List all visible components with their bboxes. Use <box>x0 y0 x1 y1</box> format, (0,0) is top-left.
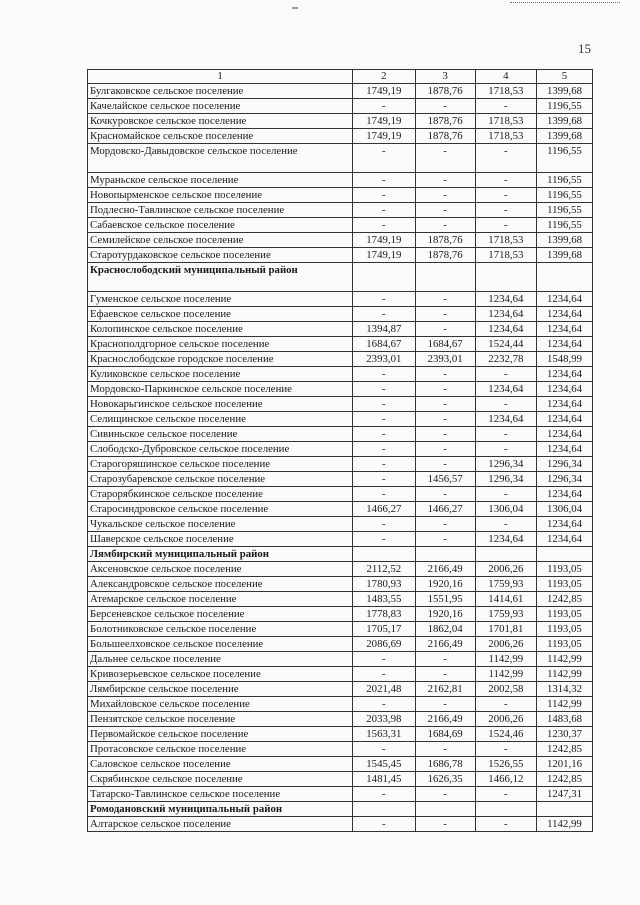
tariff-value-col-2: - <box>353 188 415 203</box>
tariff-value-col-3: 2166,49 <box>415 562 475 577</box>
tariff-value-col-5: 1196,55 <box>536 173 592 188</box>
settlement-name: Сивиньское сельское поселение <box>88 427 353 442</box>
tariff-value-col-3: - <box>415 367 475 382</box>
tariff-value-col-4: - <box>475 99 536 114</box>
settlement-name: Краснослободское городское поселение <box>88 352 353 367</box>
tariff-value-col-5: 1399,68 <box>536 129 592 144</box>
district-heading-row <box>88 263 593 292</box>
table-row <box>88 757 593 772</box>
settlement-name: Куликовское сельское поселение <box>88 367 353 382</box>
settlement-name: Кривозерьевское сельское поселение <box>88 667 353 682</box>
tariff-value-col-2: - <box>353 517 415 532</box>
tariff-value-col-4: 1234,64 <box>475 532 536 547</box>
tariff-value-col-5: 1314,32 <box>536 682 592 697</box>
tariff-value-col-3: - <box>415 457 475 472</box>
tariff-value-col-5: 1193,05 <box>536 622 592 637</box>
tariff-value-col-5: 1399,68 <box>536 84 592 99</box>
table-row <box>88 412 593 427</box>
tariff-value-col-4: - <box>475 218 536 233</box>
settlement-name: Болотниковское сельское поселение <box>88 622 353 637</box>
tariff-value-col-3: 1684,67 <box>415 337 475 352</box>
table-row <box>88 502 593 517</box>
tariff-value-col-4: 1718,53 <box>475 129 536 144</box>
table-row <box>88 129 593 144</box>
tariff-value-col-3: 1626,35 <box>415 772 475 787</box>
tariff-value-col-2: - <box>353 382 415 397</box>
tariff-value-col-3: 1920,16 <box>415 607 475 622</box>
tariff-value-col-2: - <box>353 173 415 188</box>
settlement-name: Аксеновское сельское поселение <box>88 562 353 577</box>
settlement-name: Алтарское сельское поселение <box>88 817 353 832</box>
district-name: Лямбирский муниципальный район <box>88 547 353 562</box>
settlement-name: Большеелховское сельское поселение <box>88 637 353 652</box>
settlement-name: Слободско-Дубровское сельское поселение <box>88 442 353 457</box>
tariff-value-col-3: - <box>415 292 475 307</box>
tariff-value-col-5: 1234,64 <box>536 397 592 412</box>
tariff-value-col-4: - <box>475 487 536 502</box>
tariff-value-col-4: 1526,55 <box>475 757 536 772</box>
table-row <box>88 622 593 637</box>
tariff-value-col-2: - <box>353 472 415 487</box>
tariff-value-col-3: - <box>415 218 475 233</box>
table-row <box>88 772 593 787</box>
empty-cell <box>415 547 475 562</box>
table-row <box>88 248 593 263</box>
tariff-value-col-2: 2112,52 <box>353 562 415 577</box>
tariff-value-col-2: 1394,87 <box>353 322 415 337</box>
tariff-value-col-2: 1684,67 <box>353 337 415 352</box>
table-row <box>88 697 593 712</box>
tariff-value-col-5: 1483,68 <box>536 712 592 727</box>
tariff-value-col-2: 2393,01 <box>353 352 415 367</box>
tariff-value-col-5: 1296,34 <box>536 457 592 472</box>
tariff-value-col-4: 2002,58 <box>475 682 536 697</box>
tariff-value-col-4: 1718,53 <box>475 114 536 129</box>
tariff-value-col-4: - <box>475 787 536 802</box>
tariff-value-col-2: 1749,19 <box>353 233 415 248</box>
tariff-value-col-2: - <box>353 742 415 757</box>
tariff-value-col-3: - <box>415 322 475 337</box>
table-row <box>88 472 593 487</box>
table-row <box>88 457 593 472</box>
table-row <box>88 188 593 203</box>
tariff-value-col-4: 1466,12 <box>475 772 536 787</box>
tariff-value-col-2: 2086,69 <box>353 637 415 652</box>
settlement-name: Качелайское сельское поселение <box>88 99 353 114</box>
empty-cell <box>415 263 475 292</box>
tariff-value-col-5: 1193,05 <box>536 607 592 622</box>
settlement-name: Дальнее сельское поселение <box>88 652 353 667</box>
settlement-name: Краснополдгорное сельское поселение <box>88 337 353 352</box>
settlement-name: Кочкуровское сельское поселение <box>88 114 353 129</box>
tariff-value-col-2: - <box>353 99 415 114</box>
tariff-value-col-2: 1749,19 <box>353 248 415 263</box>
tariff-value-col-5: 1234,64 <box>536 292 592 307</box>
tariff-value-col-2: 1778,83 <box>353 607 415 622</box>
tariff-value-col-2: 1749,19 <box>353 114 415 129</box>
tariff-value-col-4: 1524,44 <box>475 337 536 352</box>
table-row <box>88 637 593 652</box>
settlement-name: Атемарское сельское поселение <box>88 592 353 607</box>
tariff-value-col-4: 1759,93 <box>475 607 536 622</box>
settlement-name: Семилейское сельское поселение <box>88 233 353 248</box>
empty-cell <box>475 263 536 292</box>
table-row <box>88 652 593 667</box>
tariff-value-col-4: 1234,64 <box>475 292 536 307</box>
tariff-value-col-5: 1247,31 <box>536 787 592 802</box>
tariff-value-col-4: - <box>475 427 536 442</box>
tariff-value-col-4: 1234,64 <box>475 307 536 322</box>
settlement-name: Старорябкинское сельское поселение <box>88 487 353 502</box>
tariff-value-col-2: - <box>353 442 415 457</box>
table-row <box>88 592 593 607</box>
tariff-value-col-5: 1399,68 <box>536 233 592 248</box>
tariff-value-col-4: - <box>475 517 536 532</box>
table-row <box>88 84 593 99</box>
tariff-value-col-5: 1142,99 <box>536 697 592 712</box>
settlement-name: Шаверское сельское поселение <box>88 532 353 547</box>
tariff-value-col-3: - <box>415 144 475 173</box>
tariff-value-col-2: - <box>353 532 415 547</box>
tariff-value-col-2: - <box>353 367 415 382</box>
column-header: 4 <box>475 70 536 84</box>
table-row <box>88 322 593 337</box>
tariff-value-col-3: 1466,27 <box>415 502 475 517</box>
tariff-value-col-4: 1524,46 <box>475 727 536 742</box>
tariff-value-col-5: 1201,16 <box>536 757 592 772</box>
settlement-name: Протасовское сельское поселение <box>88 742 353 757</box>
tariff-value-col-3: - <box>415 652 475 667</box>
tariff-value-col-2: 1481,45 <box>353 772 415 787</box>
tariff-value-col-3: 2166,49 <box>415 637 475 652</box>
tariff-value-col-5: 1242,85 <box>536 592 592 607</box>
tariff-value-col-5: 1196,55 <box>536 144 592 173</box>
tariff-value-col-4: - <box>475 173 536 188</box>
tariff-value-col-3: - <box>415 697 475 712</box>
table-row <box>88 562 593 577</box>
settlement-name: Сабаевское сельское поселение <box>88 218 353 233</box>
tariff-value-col-3: - <box>415 667 475 682</box>
tariff-value-col-5: 1230,37 <box>536 727 592 742</box>
scan-artifact <box>510 2 620 7</box>
table-row <box>88 307 593 322</box>
tariff-value-col-5: 1234,64 <box>536 442 592 457</box>
tariff-value-col-3: - <box>415 817 475 832</box>
tariff-value-col-5: 1234,64 <box>536 322 592 337</box>
table-row <box>88 218 593 233</box>
tariff-value-col-2: - <box>353 487 415 502</box>
table-header-row <box>88 70 593 84</box>
tariff-value-col-5: 1196,55 <box>536 188 592 203</box>
settlement-name: Колопинское сельское поселение <box>88 322 353 337</box>
tariff-value-col-3: - <box>415 382 475 397</box>
tariff-value-col-5: 1234,64 <box>536 337 592 352</box>
table-row <box>88 667 593 682</box>
tariff-value-col-3: 1684,69 <box>415 727 475 742</box>
tariff-value-col-3: 1878,76 <box>415 248 475 263</box>
tariff-value-col-2: 1466,27 <box>353 502 415 517</box>
table-row <box>88 787 593 802</box>
table-row <box>88 144 593 173</box>
tariff-value-col-4: 1718,53 <box>475 248 536 263</box>
tariff-value-col-4: 1142,99 <box>475 652 536 667</box>
tariff-value-col-3: - <box>415 99 475 114</box>
settlement-name: Михайловское сельское поселение <box>88 697 353 712</box>
table-row <box>88 517 593 532</box>
tariff-value-col-2: - <box>353 397 415 412</box>
tariff-value-col-2: - <box>353 652 415 667</box>
settlement-name: Пензятское сельское поселение <box>88 712 353 727</box>
table-row <box>88 577 593 592</box>
tariff-value-col-4: 2006,26 <box>475 562 536 577</box>
settlement-name: Александровское сельское поселение <box>88 577 353 592</box>
district-name: Ромодановский муниципальный район <box>88 802 353 817</box>
tariff-value-col-4: 1234,64 <box>475 382 536 397</box>
tariff-value-col-5: 1234,64 <box>536 427 592 442</box>
tariff-value-col-5: 1234,64 <box>536 412 592 427</box>
settlement-name: Чукальское сельское поселение <box>88 517 353 532</box>
scan-artifact <box>292 7 298 9</box>
tariff-value-col-3: - <box>415 307 475 322</box>
settlement-name: Первомайское сельское поселение <box>88 727 353 742</box>
tariff-value-col-5: 1306,04 <box>536 502 592 517</box>
tariff-value-col-3: 2166,49 <box>415 712 475 727</box>
tariff-value-col-5: 1234,64 <box>536 517 592 532</box>
tariff-value-col-5: 1142,99 <box>536 652 592 667</box>
settlement-name: Ефаевское сельское поселение <box>88 307 353 322</box>
settlement-name: Скрябинское сельское поселение <box>88 772 353 787</box>
tariff-value-col-4: - <box>475 817 536 832</box>
tariff-value-col-3: - <box>415 487 475 502</box>
table-row <box>88 607 593 622</box>
tariff-value-col-4: 2006,26 <box>475 637 536 652</box>
empty-cell <box>353 263 415 292</box>
tariff-value-col-2: - <box>353 817 415 832</box>
tariff-value-col-4: 1701,81 <box>475 622 536 637</box>
table-row <box>88 742 593 757</box>
tariff-value-col-5: 1234,64 <box>536 307 592 322</box>
tariff-value-col-2: 1563,31 <box>353 727 415 742</box>
tariff-value-col-3: 2393,01 <box>415 352 475 367</box>
settlement-name: Мордовско-Давыдовское сельское поселение <box>88 144 353 173</box>
tariff-value-col-4: 1718,53 <box>475 233 536 248</box>
tariff-value-col-4: 1759,93 <box>475 577 536 592</box>
tariff-value-col-4: 1142,99 <box>475 667 536 682</box>
settlement-name: Старотурдаковское сельское поселение <box>88 248 353 263</box>
tariff-value-col-3: 1878,76 <box>415 233 475 248</box>
tariff-value-col-3: 1686,78 <box>415 757 475 772</box>
tariff-value-col-3: - <box>415 397 475 412</box>
column-header: 5 <box>536 70 592 84</box>
tariff-value-col-5: 1234,64 <box>536 532 592 547</box>
tariff-value-col-5: 1142,99 <box>536 817 592 832</box>
empty-cell <box>353 547 415 562</box>
tariff-value-col-3: 1920,16 <box>415 577 475 592</box>
table-row <box>88 427 593 442</box>
settlement-name: Татарско-Тавлинское сельское поселение <box>88 787 353 802</box>
empty-cell <box>475 802 536 817</box>
empty-cell <box>536 547 592 562</box>
tariff-value-col-2: - <box>353 218 415 233</box>
tariff-value-col-5: 1196,55 <box>536 99 592 114</box>
tariff-value-col-4: - <box>475 442 536 457</box>
table-row <box>88 682 593 697</box>
settlement-name: Мураньское сельское поселение <box>88 173 353 188</box>
tariff-value-col-4: 1296,34 <box>475 472 536 487</box>
tariff-value-col-3: - <box>415 742 475 757</box>
tariff-value-col-5: 1142,99 <box>536 667 592 682</box>
tariff-value-col-2: 1545,45 <box>353 757 415 772</box>
tariff-value-col-3: - <box>415 427 475 442</box>
tariff-value-col-5: 1196,55 <box>536 203 592 218</box>
table-row <box>88 233 593 248</box>
tariff-value-col-5: 1399,68 <box>536 248 592 263</box>
district-heading-row <box>88 547 593 562</box>
tariff-value-col-5: 1399,68 <box>536 114 592 129</box>
tariff-value-col-3: 2162,81 <box>415 682 475 697</box>
settlement-name: Мордовско-Паркинское сельское поселение <box>88 382 353 397</box>
tariff-value-col-3: - <box>415 173 475 188</box>
settlement-name: Саловское сельское поселение <box>88 757 353 772</box>
settlement-name: Подлесно-Тавлинское сельское поселение <box>88 203 353 218</box>
tariff-value-col-4: - <box>475 144 536 173</box>
tariff-value-col-4: - <box>475 397 536 412</box>
table-row <box>88 817 593 832</box>
district-name: Краснослободский муниципальный район <box>88 263 353 292</box>
settlement-name: Старосиндровское сельское поселение <box>88 502 353 517</box>
table-row <box>88 712 593 727</box>
tariff-value-col-4: - <box>475 203 536 218</box>
tariff-value-col-2: - <box>353 292 415 307</box>
table-row <box>88 367 593 382</box>
table-row <box>88 397 593 412</box>
settlement-name: Гуменское сельское поселение <box>88 292 353 307</box>
table-row <box>88 442 593 457</box>
tariff-value-col-2: - <box>353 697 415 712</box>
tariff-value-col-2: 1705,17 <box>353 622 415 637</box>
table-row <box>88 99 593 114</box>
empty-cell <box>353 802 415 817</box>
tariff-value-col-4: - <box>475 697 536 712</box>
tariff-value-col-2: 1749,19 <box>353 84 415 99</box>
tariff-value-col-4: 1718,53 <box>475 84 536 99</box>
tariff-value-col-3: 1456,57 <box>415 472 475 487</box>
tariff-value-col-5: 1193,05 <box>536 562 592 577</box>
tariff-value-col-2: - <box>353 457 415 472</box>
tariff-table <box>87 69 593 832</box>
tariff-value-col-2: - <box>353 203 415 218</box>
table-row <box>88 173 593 188</box>
tariff-value-col-2: - <box>353 307 415 322</box>
settlement-name: Старогоряшинское сельское поселение <box>88 457 353 472</box>
empty-cell <box>475 547 536 562</box>
tariff-value-col-2: 1749,19 <box>353 129 415 144</box>
tariff-value-col-5: 1234,64 <box>536 487 592 502</box>
tariff-value-col-5: 1296,34 <box>536 472 592 487</box>
tariff-value-col-4: - <box>475 188 536 203</box>
tariff-value-col-2: - <box>353 427 415 442</box>
tariff-value-col-4: - <box>475 367 536 382</box>
settlement-name: Красномайское сельское поселение <box>88 129 353 144</box>
tariff-value-col-5: 1234,64 <box>536 382 592 397</box>
tariff-value-col-3: - <box>415 532 475 547</box>
tariff-value-col-4: 1414,61 <box>475 592 536 607</box>
tariff-value-col-2: - <box>353 667 415 682</box>
tariff-value-col-5: 1193,05 <box>536 577 592 592</box>
tariff-value-col-2: 2021,48 <box>353 682 415 697</box>
table-row <box>88 532 593 547</box>
tariff-value-col-5: 1234,64 <box>536 367 592 382</box>
tariff-value-col-2: 2033,98 <box>353 712 415 727</box>
column-header: 1 <box>88 70 353 84</box>
tariff-value-col-4: 1306,04 <box>475 502 536 517</box>
tariff-value-col-3: 1878,76 <box>415 114 475 129</box>
settlement-name: Селищинское сельское поселение <box>88 412 353 427</box>
column-header: 3 <box>415 70 475 84</box>
page-number: 15 <box>578 41 591 56</box>
tariff-value-col-3: - <box>415 442 475 457</box>
settlement-name: Лямбирское сельское поселение <box>88 682 353 697</box>
tariff-value-col-2: 1780,93 <box>353 577 415 592</box>
district-heading-row <box>88 802 593 817</box>
tariff-value-col-3: - <box>415 517 475 532</box>
tariff-value-col-3: - <box>415 203 475 218</box>
tariff-value-col-4: 1296,34 <box>475 457 536 472</box>
table-row <box>88 292 593 307</box>
settlement-name: Старозубаревское сельское поселение <box>88 472 353 487</box>
table-row <box>88 203 593 218</box>
tariff-value-col-5: 1193,05 <box>536 637 592 652</box>
tariff-value-col-2: - <box>353 412 415 427</box>
tariff-value-col-5: 1548,99 <box>536 352 592 367</box>
tariff-value-col-2: 1483,55 <box>353 592 415 607</box>
tariff-value-col-2: - <box>353 787 415 802</box>
tariff-value-col-3: 1862,04 <box>415 622 475 637</box>
tariff-value-col-4: 2006,26 <box>475 712 536 727</box>
table-row <box>88 337 593 352</box>
table-row <box>88 487 593 502</box>
settlement-name: Булгаковское сельское поселение <box>88 84 353 99</box>
tariff-value-col-3: - <box>415 787 475 802</box>
column-header: 2 <box>353 70 415 84</box>
table-row <box>88 727 593 742</box>
tariff-value-col-4: - <box>475 742 536 757</box>
settlement-name: Новопырменское сельское поселение <box>88 188 353 203</box>
tariff-value-col-4: 1234,64 <box>475 412 536 427</box>
tariff-value-col-3: - <box>415 412 475 427</box>
table-row <box>88 114 593 129</box>
settlement-name: Берсеневское сельское поселение <box>88 607 353 622</box>
tariff-value-col-3: 1551,95 <box>415 592 475 607</box>
tariff-value-col-3: 1878,76 <box>415 129 475 144</box>
empty-cell <box>415 802 475 817</box>
tariff-value-col-5: 1242,85 <box>536 772 592 787</box>
empty-cell <box>536 802 592 817</box>
tariff-value-col-2: - <box>353 144 415 173</box>
empty-cell <box>536 263 592 292</box>
tariff-value-col-3: 1878,76 <box>415 84 475 99</box>
tariff-value-col-4: 1234,64 <box>475 322 536 337</box>
tariff-value-col-5: 1196,55 <box>536 218 592 233</box>
settlement-name: Новокарьгинское сельское поселение <box>88 397 353 412</box>
tariff-value-col-3: - <box>415 188 475 203</box>
table-row <box>88 352 593 367</box>
tariff-value-col-5: 1242,85 <box>536 742 592 757</box>
tariff-value-col-4: 2232,78 <box>475 352 536 367</box>
table-row <box>88 382 593 397</box>
